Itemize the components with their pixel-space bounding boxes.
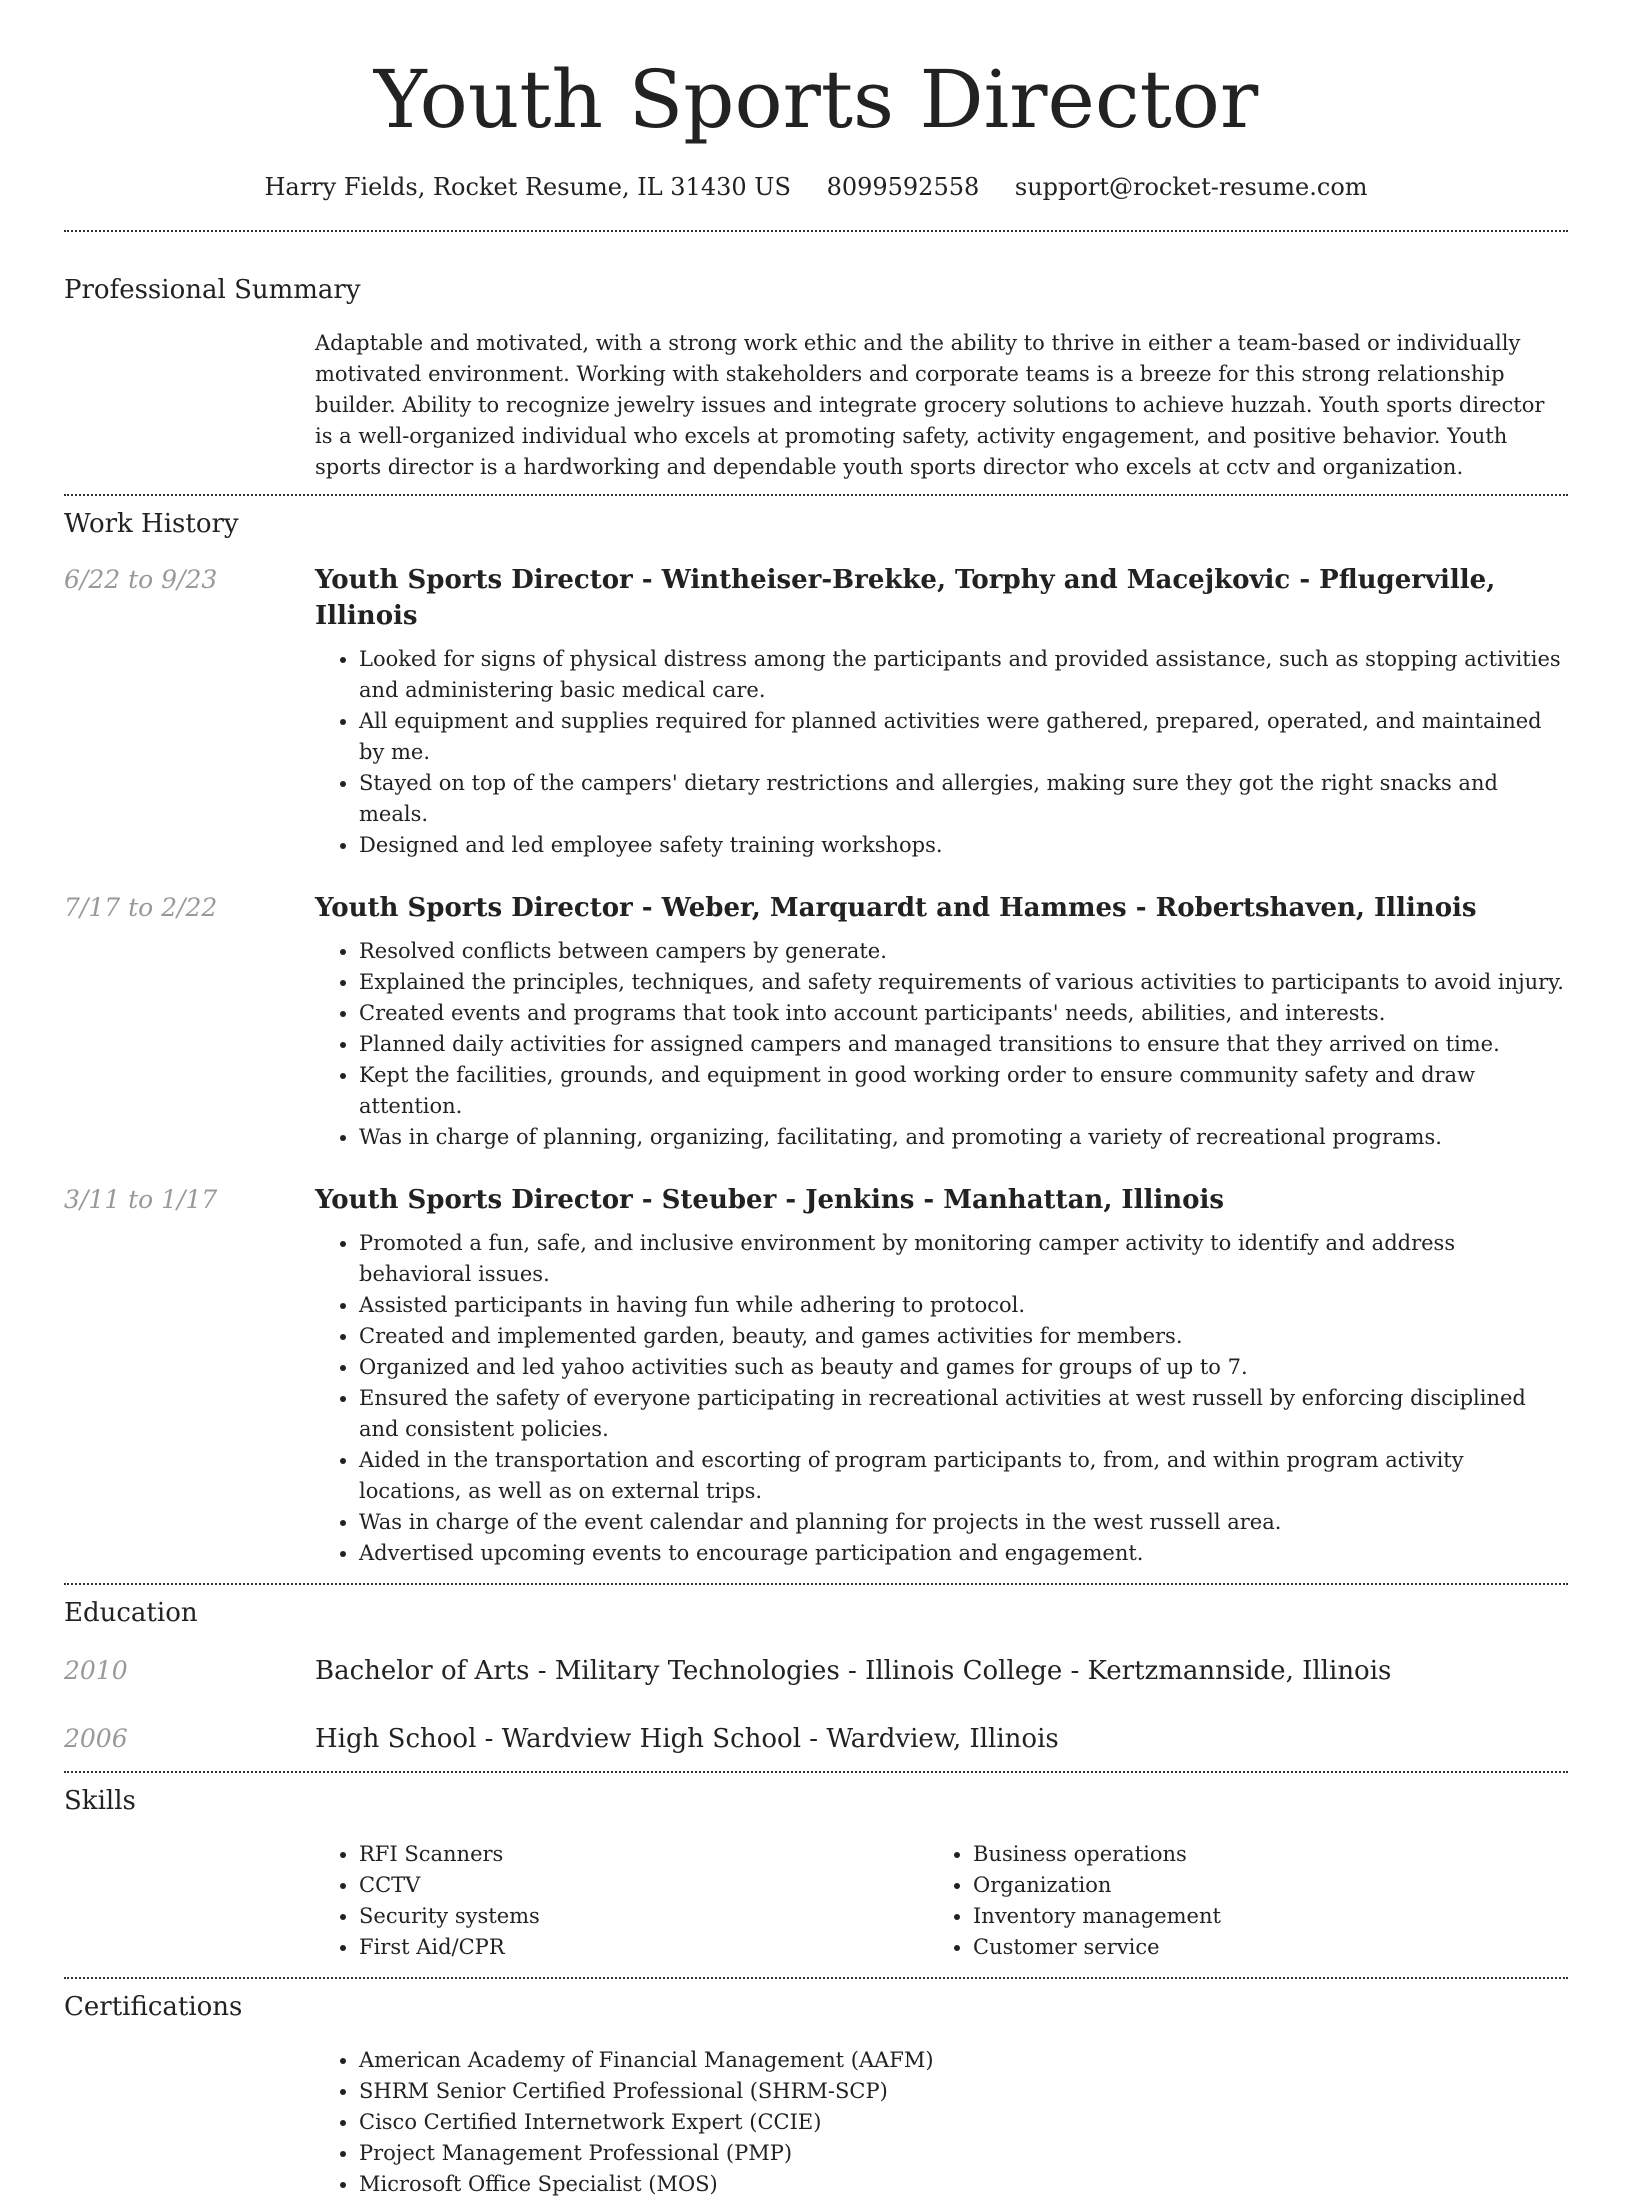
job-dates: 7/17 to 2/22: [64, 893, 218, 922]
resume-title: Youth Sports Director: [373, 53, 1259, 146]
education-degree: High School - Wardview High School - Wardview, Illinois: [315, 1724, 1059, 1754]
list-item: • Advertised upcoming events to encourage participation and engagement.: [359, 1538, 1568, 1569]
list-item: • Aided in the transportation and escorting of program participants to, from, and within program activity locations, as well as on external trips.: [359, 1445, 1568, 1507]
section-divider: [64, 1583, 1568, 1585]
education-heading: Education: [64, 1598, 198, 1628]
list-item: • Created and implemented garden, beauty, and games activities for members.: [359, 1321, 1568, 1352]
skill-item: • RFI Scanners: [359, 1839, 929, 1870]
work-history-section: [64, 506, 1568, 1569]
section-divider: [64, 230, 1568, 232]
summary-text: Adaptable and motivated, with a strong work ethic and the ability to thrive in either a team-based or individually motivated environment. Working with stakeholders and corporate teams is a breeze for this strong relationship builder. Ability to recognize jewelry issues and integrate grocery solutions to achieve huzzah. Youth sports director is a well-organized individual who excels at promoting safety, activity engagement, and positive behavior. Youth sports director is a hardworking and dependable youth sports director who excels at cctv and organization.: [315, 331, 1545, 479]
skills-heading: Skills: [64, 1786, 136, 1816]
education-section: [64, 1595, 1568, 1757]
list-item: • Assisted participants in having fun while adhering to protocol.: [359, 1290, 1568, 1321]
certifications-heading: Certifications: [64, 1992, 243, 2022]
job-bullets: [315, 1228, 1568, 1569]
job-bullets: [315, 644, 1568, 861]
list-item: • Explained the principles, techniques, and safety requirements of various activities to participants to avoid injury.: [359, 967, 1568, 998]
list-item: • Ensured the safety of everyone participating in recreational activities at west russell by enforcing disciplined and consistent policies.: [359, 1383, 1568, 1445]
summary-section: [64, 272, 1568, 483]
certification-item: • Microsoft Office Specialist (MOS): [359, 2169, 1568, 2200]
certification-item: • Project Management Professional (PMP): [359, 2138, 1568, 2169]
resume-page: [64, 0, 1568, 2200]
skill-item: • Business operations: [973, 1839, 1568, 1870]
contact-address: Harry Fields, Rocket Resume, IL 31430 US: [264, 173, 791, 201]
job-entry: [64, 890, 1568, 1153]
list-item: • Was in charge of planning, organizing, facilitating, and promoting a variety of recreational programs.: [359, 1122, 1568, 1153]
list-item: • Organized and led yahoo activities such as beauty and games for groups of up to 7.: [359, 1352, 1568, 1383]
list-item: • Resolved conflicts between campers by generate.: [359, 936, 1568, 967]
contact-email: support@rocket-resume.com: [1014, 173, 1368, 201]
summary-spacer: [64, 328, 315, 483]
job-entry: [64, 1182, 1568, 1569]
skills-list-left: [315, 1839, 929, 1963]
education-year: 2010: [64, 1656, 128, 1685]
skill-item: • CCTV: [359, 1870, 929, 1901]
certification-item: • SHRM Senior Certified Professional (SHRM-SCP): [359, 2076, 1568, 2107]
education-entry: [64, 1721, 1568, 1757]
education-year: 2006: [64, 1724, 128, 1753]
job-dates: 6/22 to 9/23: [64, 565, 218, 594]
certifications-section: [64, 1989, 1568, 2200]
job-title: Youth Sports Director - Weber, Marquardt and Hammes - Robertshaven, Illinois: [315, 893, 1477, 923]
list-item: • Was in charge of the event calendar and planning for projects in the west russell area.: [359, 1507, 1568, 1538]
contact-phone: 8099592558: [826, 173, 980, 201]
skill-item: • Organization: [973, 1870, 1568, 1901]
certifications-list: [315, 2045, 1568, 2200]
contact-line: [64, 170, 1568, 204]
list-item: • Designed and led employee safety training workshops.: [359, 830, 1568, 861]
skills-section: [64, 1783, 1568, 1963]
list-item: • Created events and programs that took into account participants' needs, abilities, and interests.: [359, 998, 1568, 1029]
skills-spacer: [64, 1839, 315, 1963]
section-divider: [64, 1771, 1568, 1773]
skills-list-right: [929, 1839, 1568, 1963]
work-history-heading: Work History: [64, 509, 239, 539]
certification-item: • American Academy of Financial Management (AAFM): [359, 2045, 1568, 2076]
list-item: • Promoted a fun, safe, and inclusive environment by monitoring camper activity to identify and address behavioral issues.: [359, 1228, 1568, 1290]
list-item: • Planned daily activities for assigned campers and managed transitions to ensure that they arrived on time.: [359, 1029, 1568, 1060]
job-dates: 3/11 to 1/17: [64, 1185, 218, 1214]
skill-item: • Inventory management: [973, 1901, 1568, 1932]
skill-item: • Customer service: [973, 1932, 1568, 1963]
section-divider: [64, 1977, 1568, 1979]
list-item: • Kept the facilities, grounds, and equipment in good working order to ensure community safety and draw attention.: [359, 1060, 1568, 1122]
list-item: • Stayed on top of the campers' dietary restrictions and allergies, making sure they got the right snacks and meals.: [359, 768, 1568, 830]
certifications-spacer: [64, 2045, 315, 2200]
certification-item: • Cisco Certified Internetwork Expert (CCIE): [359, 2107, 1568, 2138]
section-divider: [64, 494, 1568, 496]
job-title: Youth Sports Director - Wintheiser-Brekke, Torphy and Macejkovic - Pflugerville, Illinois: [315, 565, 1496, 631]
education-degree: Bachelor of Arts - Military Technologies - Illinois College - Kertzmannside, Illinois: [315, 1656, 1392, 1686]
list-item: • Looked for signs of physical distress among the participants and provided assistance, such as stopping activities and administering basic medical care.: [359, 644, 1568, 706]
job-entry: [64, 562, 1568, 861]
skill-item: • Security systems: [359, 1901, 929, 1932]
education-entry: [64, 1653, 1568, 1689]
list-item: • All equipment and supplies required for planned activities were gathered, prepared, operated, and maintained by me.: [359, 706, 1568, 768]
job-bullets: [315, 936, 1568, 1153]
skill-item: • First Aid/CPR: [359, 1932, 929, 1963]
summary-heading: Professional Summary: [64, 275, 361, 305]
job-title: Youth Sports Director - Steuber - Jenkins - Manhattan, Illinois: [315, 1185, 1224, 1215]
